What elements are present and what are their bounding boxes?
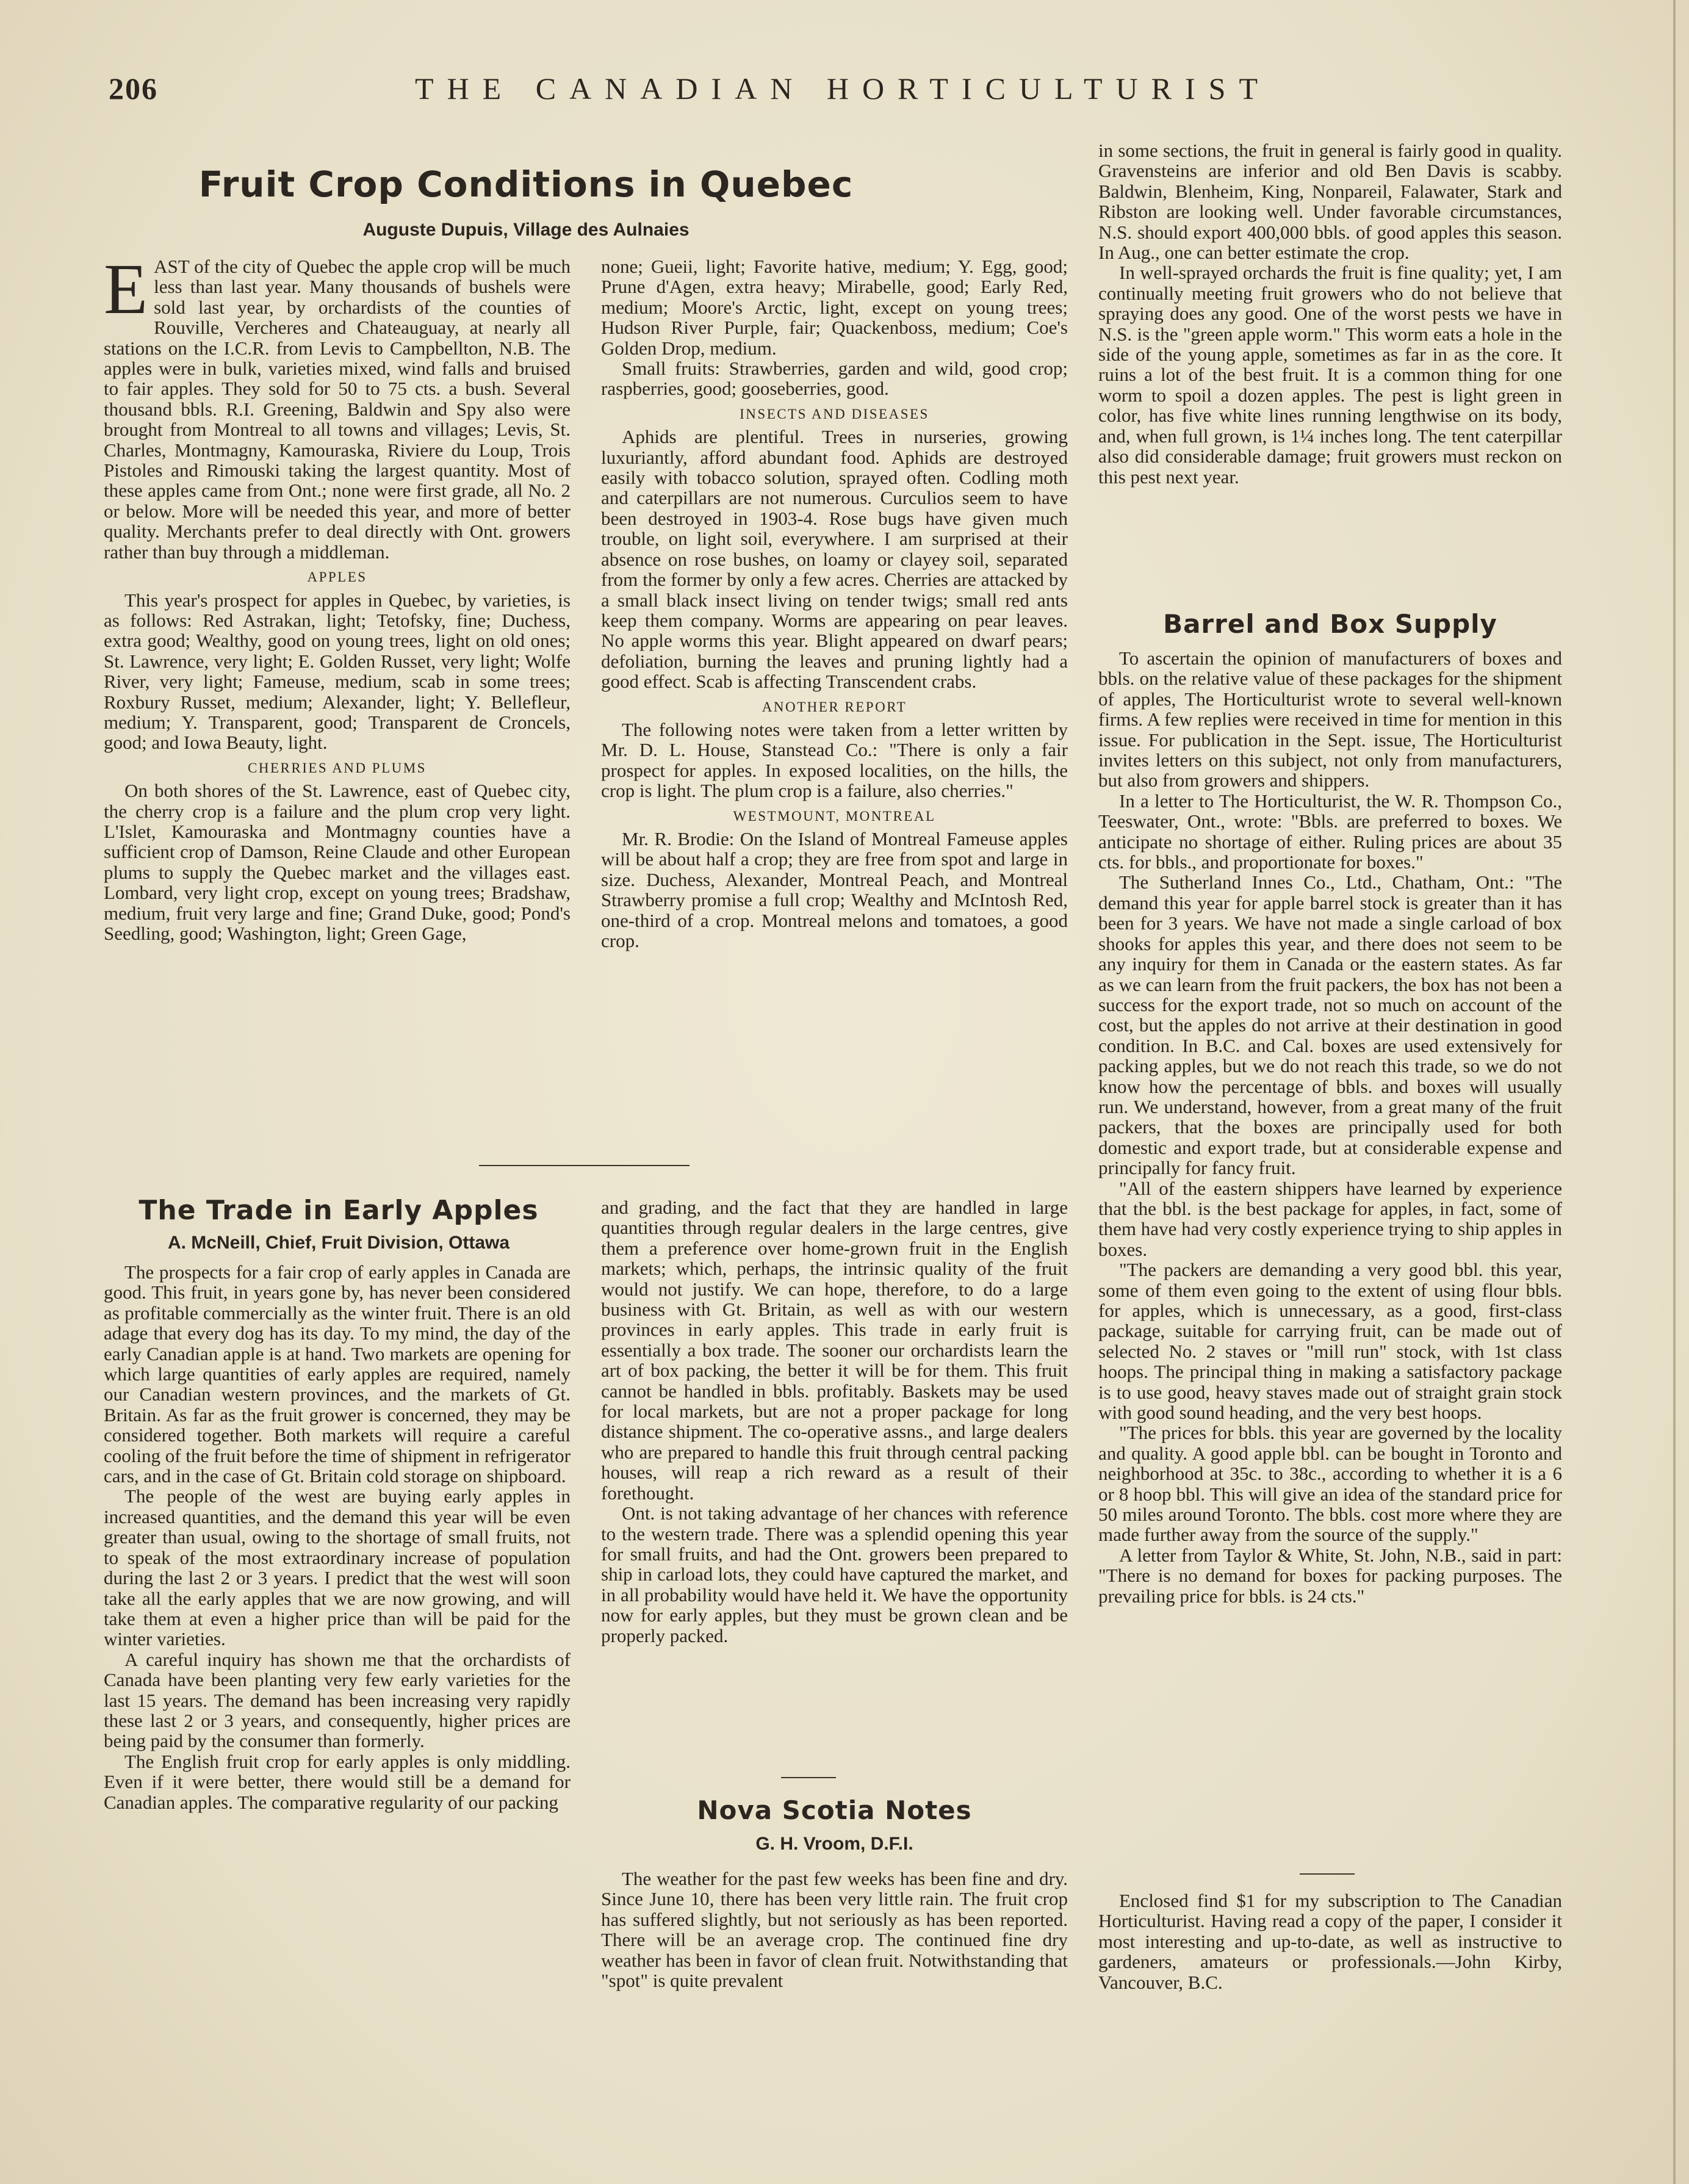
column-quebec-1 <box>104 249 571 944</box>
paragraph: in some sections, the fruit in general is fairly good in quality. Gravensteins are inferior and old Ben Davis is scabby. Baldwin, Blenheim, King, Nonpareil, Falawater, Stark and Ribston are looking well. Under favorable circumstances, N.S. should export 400,000 bbls. of good apples this season. In Aug., one can better estimate the crop. <box>1098 140 1562 264</box>
page-number: 206 <box>109 71 158 106</box>
paragraph: On both shores of the St. Lawrence, east of Quebec city, the cherry crop is a failure and the plum crop very light. L'Islet, Kamouraska and Montmagny counties have a sufficient crop of Damson, Reine Claude and other European plums to supply the Quebec market and the villages east. Lombard, very light crop, except on young trees; Bradshaw, medium, fruit very large and fine; Grand Duke, good; Pond's Seedling, good; Washington, light; Green Gage, <box>104 780 571 944</box>
article-byline-early-apples: A. McNeill, Chief, Fruit Division, Ottawa <box>167 1233 510 1253</box>
paragraph: Small fruits: Strawberries, garden and wild, good crop; raspberries, good; gooseberries, good. <box>601 358 1068 400</box>
paragraph: "All of the eastern shippers have learned by experience that the bbl. is the best package for apples, in fact, some of them have had very costly experience trying to ship apples in boxes. <box>1098 1177 1562 1260</box>
article-title-early-apples: The Trade in Early Apples <box>139 1195 539 1226</box>
subheading-insects: INSECTS AND DISEASES <box>740 406 929 422</box>
paragraph: To ascertain the opinion of manufacturers of boxes and bbls. on the relative value of these packages for the shipment of apples, The Horticulturist wrote to several well-known firms. A few replies were received in time for mention in this issue. For publication in the Sept. issue, The Horticulturist invites letters on this subject, not only from manufacturers, but also from growers and shippers. <box>1098 647 1562 791</box>
column-nova-scotia-2 <box>1098 140 1562 487</box>
article-title-barrel-box: Barrel and Box Supply <box>1163 609 1497 639</box>
article-title-quebec: Fruit Crop Conditions in Quebec <box>198 164 854 205</box>
page-edge-shadow <box>1673 0 1676 2184</box>
section-divider <box>781 1777 836 1778</box>
paragraph: A careful inquiry has shown me that the orchardists of Canada have been planting very few early varieties for the last 15 years. The demand has been increasing very rapidly these last 2 or 3 years, and consequently, higher prices are being paid by the consumer than formerly. <box>104 1648 571 1752</box>
paragraph: "The prices for bbls. this year are governed by the locality and quality. A good apple bbl. can be bought in Toronto and neighborhood at 35c. to 38c., according to whether it is a 6 or 8 hoop bbl. This will give an idea of the standard price for 50 miles around Toronto. The bbls. cost more where they are made further away from the source of the supply." <box>1098 1422 1562 1546</box>
section-divider <box>1300 1873 1355 1875</box>
article-title-nova-scotia: Nova Scotia Notes <box>697 1795 972 1825</box>
paragraph: The English fruit crop for early apples is only middling. Even if it were better, there would still be a demand for Canadian apples. The comparative regularity of our packing <box>104 1750 571 1813</box>
paragraph: The people of the west are buying early apples in increased quantities, and the demand this year will be even greater than usual, owing to the shortage of small fruits, not to speak of the most extraordinary increase of population during the last 2 or 3 years. I predict that the west will soon take all the early apples that we are now growing, and will take them at even a higher price than will be paid for the winter varieties. <box>104 1485 571 1650</box>
paragraph: Aphids are plentiful. Trees in nurseries, growing luxuriantly, afford abundant food. Aphids are destroyed easily with tobacco solution, sprayed often. Codling moth and caterpillars are not numerous. Curculios seem to have been destroyed in 1903-4. Rose bugs have given much trouble, on light soil, everywhere. I am surprised at their absence on rose bushes, on loamy or clayey soil, separated from the former by only a few acres. Cherries are attacked by a small black insect living on tender twigs; small red ants keep them company. Worms are appearing on pear leaves. No apple worms this year. Blight appeared on dwarf pears; defoliation, burning the leaves and pruning lightly had a good effect. Scab is affecting Transcendent crabs. <box>601 426 1068 693</box>
column-early-apples-1 <box>104 1262 571 1812</box>
subheading-another-report: ANOTHER REPORT <box>762 699 907 715</box>
paragraph: "The packers are demanding a very good bbl. this year, some of them even going to the extent of using flour bbls. for apples, which is unnecessary, as a good, first-class package, suitable for carrying fruit, can be made out of selected No. 2 staves or "mill run" stock, with 1st class hoops. The principal thing in making a satisfactory package is to use good, heavy staves made out of straight grain stock with good sound heading, and the very best hoops. <box>1098 1259 1562 1424</box>
article-byline-quebec: Auguste Dupuis, Village des Aulnaies <box>362 220 690 240</box>
paragraph: The Sutherland Innes Co., Ltd., Chatham, Ont.: "The demand this year for apple barrel stock is greater than it has been for 3 years. We have not made a single carload of box shooks for apples this year, and there does not seem to be any inquiry for them in Canada or the eastern states. As far as we can learn from the fruit packers, the box has not been a success for the export trade, not so much on account of the cost, but the apples do not arrive at their destination in good condition. In B.C. and Cal. boxes are used extensively for packing apples, but we do not reach this trade, so we do not know how the percentage of bbls. and boxes will usually run. We understand, however, from a great many of the fruit packers, that the boxes are principally used for both domestic and export trade, but at considerable expense and principally for fancy fruit. <box>1098 871 1562 1179</box>
paragraph: The weather for the past few weeks has been fine and dry. Since June 10, there has been very little rain. The fruit crop has suffered slightly, but not seriously as has been reported. There will be an average crop. The continued fine dry weather has been in favor of clean fruit. Notwithstanding that "spot" is quite prevalent <box>601 1868 1068 1992</box>
subheading-westmount: WESTMOUNT, MONTREAL <box>733 808 936 824</box>
column-barrel-box <box>1098 648 1562 1606</box>
journal-title: THE CANADIAN HORTICULTURIST <box>415 71 1272 106</box>
paragraph: In a letter to The Horticulturist, the W. R. Thompson Co., Teeswater, Ont., wrote: "Bbls. are preferred to boxes. We anticipate no shortage of either. Ruling prices are about 35 cts. for bbls., and proportionate for boxes." <box>1098 790 1562 873</box>
column-quebec-2 <box>601 256 1068 951</box>
paragraph: The prospects for a fair crop of early apples in Canada are good. This fruit, in years gone by, has never been considered as profitable commercially as the winter fruit. There is an old adage that every dog has its day. To my mind, the day of the early Canadian apple is at hand. Two markets are opening for which large quantities of early apples are required, namely our Canadian western provinces, and the markets of Gt. Britain. As far as the fruit grower is concerned, they may be considered together. Both markets will require a careful cooling of the fruit before the time of shipment in refrigerator cars, and in the case of Gt. Britain cold storage on shipboard. <box>104 1261 571 1487</box>
paragraph <box>104 249 571 563</box>
column-nova-scotia-1 <box>601 1869 1068 1991</box>
paragraph: Enclosed find $1 for my subscription to The Canadian Horticulturist. Having read a copy of the paper, I consider it most interesting and up-to-date, as well as instructive to gardeners, amateurs or professionals.—John Kirby, Vancouver, B.C. <box>1098 1890 1562 1993</box>
paragraph: A letter from Taylor & White, St. John, N.B., said in part: "There is no demand for boxes for packing purposes. The prevailing price for bbls. is 24 cts." <box>1098 1544 1562 1607</box>
paragraph: and grading, and the fact that they are handled in large quantities through regular dealers in the large centres, give them a preference over home-grown fruit in the English markets; which, perhaps, the intrinsic quality of the fruit would not justify. We can hope, therefore, to do a large business with Gt. Britain, as well as with our western provinces in early apples. This trade in early fruit is essentially a box trade. The sooner our orchardists learn the art of box packing, the better it will be for them. This fruit cannot be handled in bbls. profitably. Baskets may be used for local markets, but are not a proper package for long distance shipment. The co-operative assns., and large dealers who are prepared to handle this fruit through central packing houses, will reap a rich reward as a result of their forethought. <box>601 1197 1068 1504</box>
paragraph: Mr. R. Brodie: On the Island of Montreal Fameuse apples will be about half a crop; they are free from spot and large in size. Duchess, Alexander, Montreal Peach, and Montreal Strawberry promise a full crop; Wealthy and McIntosh Red, one-third of a crop. Montreal melons and tomatoes, a good crop. <box>601 827 1068 951</box>
article-byline-nova-scotia: G. H. Vroom, D.F.I. <box>755 1834 913 1854</box>
letter-to-editor <box>1098 1890 1562 1992</box>
section-divider <box>479 1165 690 1166</box>
paragraph-text: AST of the city of Quebec the apple crop will be much less than last year. Many thousands of bushels were sold last year, by orchardists of the counties of Rouville, Vercheres and Chateauguay, at nearly all stations on the I.C.R. from Levis to Campbellton, N.B. The apples were in bulk, varieties mixed, wind falls and bruised to fair apples. They sold for 50 to 75 cts. a bush. Several thousand bbls. R.I. Greening, Baldwin and Spy also were brought from Montreal to all towns and villages; Levis, St. Charles, Montmagny, Kamouraska, Riviere du Loup, Trois Pistoles and Rimouski taking the largest quantity. Most of these apples came from Ont.; none were first grade, all No. 2 or below. More will be needed this year, and more of better quality. Merchants prefer to deal directly with Ont. growers rather than buy through a middleman. <box>104 256 571 563</box>
paragraph: This year's prospect for apples in Quebec, by varieties, is as follows: Red Astrakan, light; Tetofsky, fine; Duchess, extra good; Wealthy, good on young trees, light on old ones; St. Lawrence, very light; E. Golden Russet, very light; Wolfe River, very light; Fameuse, medium, scab in some trees; Roxbury Russet, medium; Alexander, light; Y. Bellefleur, medium; Y. Transparent, good; Transparent de Croncels, good; and Iowa Beauty, light. <box>104 589 571 754</box>
paragraph: none; Gueii, light; Favorite hative, medium; Y. Egg, good; Prune d'Agen, extra heavy; Mirabelle, good; Early Red, medium; Moore's Arctic, light, except on young trees; Hudson River Purple, fair; Quackenboss, medium; Coe's Golden Drop, medium. <box>601 256 1068 359</box>
subheading-cherries: CHERRIES AND PLUMS <box>248 760 427 776</box>
paragraph: In well-sprayed orchards the fruit is fine quality; yet, I am continually meeting fruit growers who do not believe that spraying does any good. One of the worst pests we have in N.S. is the "green apple worm." This worm eats a hole in the side of the young apple, sometimes as far in as the core. It ruins a lot of the best fruit. It is a common thing for one worm to spoil a dozen apples. The pest is light green in color, has five white lines running lengthwise on its body, and, when full grown, is 1¼ inches long. The tent caterpillar also did considerable damage; fruit growers must reckon on this pest next year. <box>1098 262 1562 488</box>
drop-cap: E <box>104 249 148 329</box>
paragraph: Ont. is not taking advantage of her chances with reference to the western trade. There was a splendid opening this year for small fruits, and had the Ont. growers been prepared to ship in carload lots, they could have captured the market, and in all probability would have held it. We have the opportunity now for early apples, but they must be grown clean and be properly packed. <box>601 1502 1068 1646</box>
column-early-apples-2 <box>601 1197 1068 1646</box>
paragraph: The following notes were taken from a letter written by Mr. D. L. House, Stanstead Co.: "There is only a fair prospect for apples. In exposed localities, on the hills, the crop is light. The plum crop is a failure, also cherries." <box>601 718 1068 802</box>
subheading-apples: APPLES <box>307 569 367 585</box>
